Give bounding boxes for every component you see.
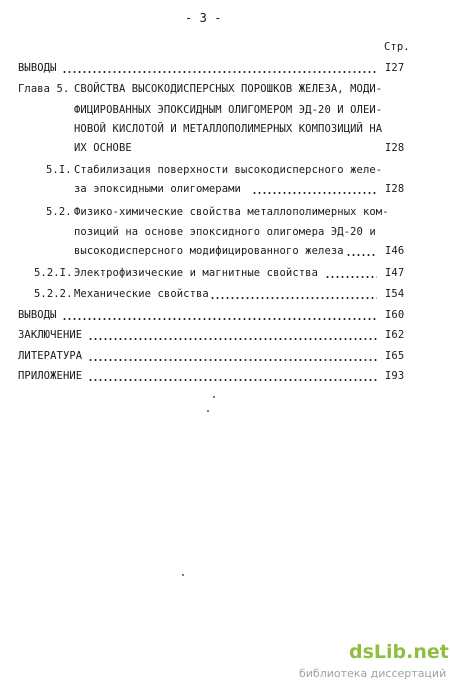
toc-entry-page: I65 [385,350,405,362]
toc-entry-title: ПРИЛОЖЕНИЕ [18,370,83,382]
toc-entry-page: I46 [385,245,405,257]
toc-entry-title-line: позиций на основе эпоксидного олигомера ЭД-20 и [74,226,376,238]
leader-dots [88,338,377,340]
toc-entry-title: ВЫВОДЫ [18,309,57,321]
toc-entry-page: I27 [385,62,405,74]
scan-speck [182,574,184,576]
leader-dots [88,379,377,381]
toc-entry-title-line: Механические свойства [74,288,209,300]
toc-entry-page: I62 [385,329,405,341]
toc-entry-number: Глава 5. [18,83,70,95]
toc-entry-number: 5.I. [46,164,72,176]
toc-entry-title-line: СВОЙСТВА ВЫСОКОДИСПЕРСНЫХ ПОРОШКОВ ЖЕЛЕЗА, МОДИ- [74,83,383,95]
toc-entry-page: I93 [385,370,405,382]
toc-entry-title-line: высокодисперсного модифицированного железа [74,245,344,257]
toc-entry-page: I60 [385,309,405,321]
scan-speck [207,410,209,412]
page-column-label: Стр. [384,41,410,53]
toc-entry-number: 5.2.I. [34,267,73,279]
toc-entry-number: 5.2.2. [34,288,73,300]
page-number: - 3 - [185,11,222,25]
toc-entry-page: I54 [385,288,405,300]
leader-dots [252,192,377,194]
leader-dots [88,359,377,361]
toc-entry-title-line: ФИЦИРОВАННЫХ ЭПОКСИДНЫМ ОЛИГОМЕРОМ ЭД-20 И ОЛЕИ- [74,104,383,116]
watermark-subtitle: библиотека диссертаций [299,667,447,680]
leader-dots [210,297,377,299]
toc-entry-title-line: за эпоксидными олигомерами [74,183,241,195]
toc-entry-title-line: Физико-химические свойства металлополимерных ком- [74,206,389,218]
toc-entry-title: ЗАКЛЮЧЕНИЕ [18,329,83,341]
toc-entry-page: I28 [385,142,405,154]
toc-entry-title-line: Электрофизические и магнитные свойства [74,267,319,279]
toc-entry-title: ВЫВОДЫ [18,62,57,74]
toc-entry-title: ЛИТЕРАТУРА [18,350,83,362]
leader-dots [62,71,377,73]
toc-entry-page: I28 [385,183,405,195]
watermark-logo: dsLib.net [349,641,449,663]
toc-entry-page: I47 [385,267,405,279]
scan-speck [213,396,215,398]
toc-entry-title-line: НОВОЙ КИСЛОТОЙ И МЕТАЛЛОПОЛИМЕРНЫХ КОМПОЗИЦИЙ НА [74,123,383,135]
leader-dots [346,254,377,256]
leader-dots [62,318,377,320]
leader-dots [325,276,377,278]
toc-entry-title-line: ИХ ОСНОВЕ [74,142,132,154]
toc-entry-number: 5.2. [46,206,72,218]
toc-entry-title-line: Стабилизация поверхности высокодисперсного желе- [74,164,383,176]
